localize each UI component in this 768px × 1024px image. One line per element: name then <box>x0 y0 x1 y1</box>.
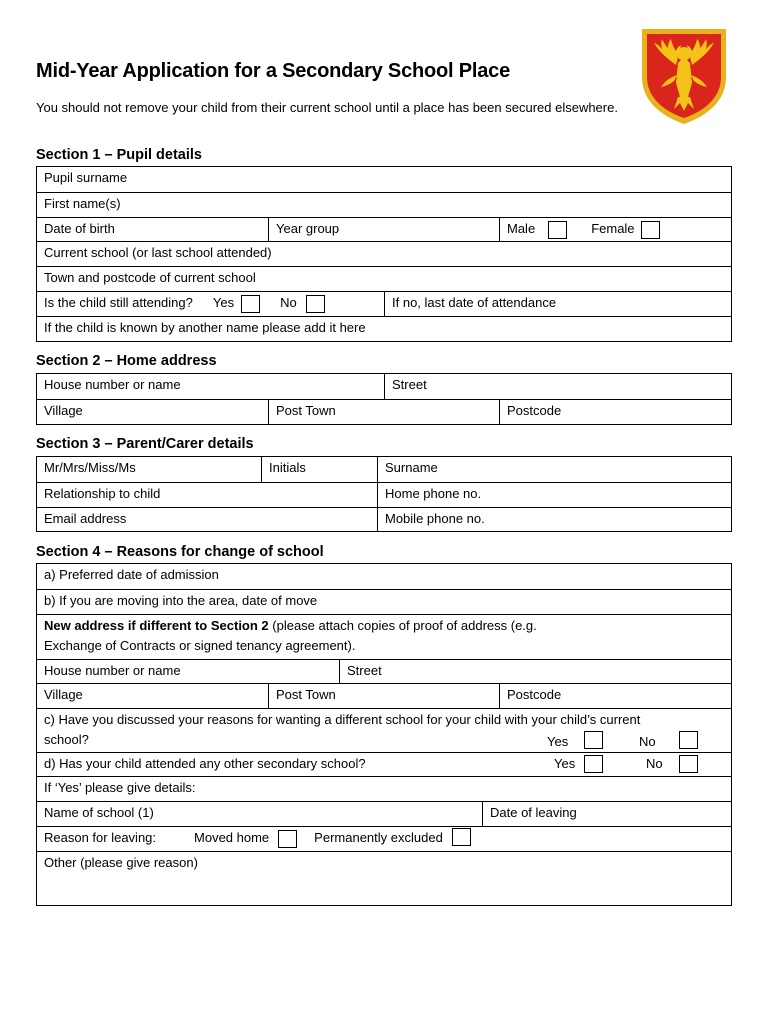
home-post-town-field[interactable]: Post Town <box>268 400 499 424</box>
home-house-field[interactable]: House number or name <box>44 377 181 392</box>
moving-date-field[interactable]: b) If you are moving into the area, date of move <box>44 592 318 608</box>
discussed-no-label: No <box>639 734 656 750</box>
year-group-field[interactable] <box>268 218 499 242</box>
last-date-attendance-field[interactable]: If no, last date of attendance <box>384 292 731 316</box>
home-village-field[interactable]: Village <box>44 402 83 418</box>
attended-question <box>37 753 731 776</box>
initials-field[interactable]: Initials <box>261 457 377 482</box>
moved-home-label: Moved home <box>194 829 270 845</box>
home-postcode-field[interactable]: Postcode <box>499 400 731 424</box>
preferred-date-field[interactable]: a) Preferred date of admission <box>44 567 219 582</box>
male-label: Male <box>507 220 536 236</box>
attended-yes-checkbox[interactable] <box>584 755 603 773</box>
attended-no-checkbox[interactable] <box>679 755 698 773</box>
new-address-rest: (please attach copies of proof of address (e.g. <box>268 617 537 633</box>
discussed-yes-checkbox[interactable] <box>584 731 603 749</box>
parent-details-table <box>36 456 732 532</box>
reasons-table <box>36 563 732 906</box>
town-postcode-field[interactable]: Town and postcode of current school <box>44 270 256 286</box>
new-postcode-field[interactable]: Postcode <box>499 684 731 708</box>
current-school-field[interactable]: Current school (or last school attended) <box>44 245 272 261</box>
other-reason-field[interactable]: Other (please give reason) <box>44 854 198 870</box>
female-checkbox[interactable] <box>641 221 660 239</box>
date-of-birth-field[interactable] <box>37 218 268 242</box>
attended-q-label: d) Has your child attended any other secondary school? <box>44 756 366 772</box>
reason-leaving-label: Reason for leaving: <box>44 829 157 845</box>
reason-leaving-cell <box>37 827 731 851</box>
discussed-question <box>37 709 731 752</box>
still-attending-cell <box>37 292 384 316</box>
still-attending-yes-checkbox[interactable] <box>241 295 260 313</box>
discussed-yes-label: Yes <box>547 734 569 750</box>
date-leaving-field[interactable]: Date of leaving <box>482 802 731 826</box>
still-attending-label: Is the child still attending? <box>44 294 193 310</box>
if-yes-label: If ‘Yes’ please give details: <box>44 780 196 796</box>
perm-excluded-label: Permanently excluded <box>314 829 443 845</box>
pupil-surname-field[interactable]: Pupil surname <box>44 170 128 185</box>
school-name-field[interactable]: Name of school (1) <box>44 804 154 820</box>
section1-heading: Section 1 – Pupil details <box>36 147 202 163</box>
pupil-details-table <box>36 166 732 342</box>
discussed-no-checkbox[interactable] <box>679 731 698 749</box>
surname-field[interactable]: Surname <box>377 457 731 482</box>
perm-excluded-checkbox[interactable] <box>452 828 471 846</box>
gender-cell <box>499 218 731 242</box>
still-attending-yes-label: Yes <box>212 294 235 310</box>
new-house-field[interactable]: House number or name <box>44 662 181 678</box>
discussed-q-line1: c) Have you discussed your reasons for wanting a different school for your child with your child’s current <box>44 712 641 728</box>
new-post-town-field[interactable]: Post Town <box>268 684 499 708</box>
year-group-label: Year group <box>276 220 340 236</box>
date-of-birth-label: Date of birth <box>44 220 115 236</box>
section2-heading: Section 2 – Home address <box>36 353 217 369</box>
section4-heading: Section 4 – Reasons for change of school <box>36 544 324 560</box>
intro-text: You should not remove your child from their current school until a place has been secured elsewhere. <box>36 100 618 115</box>
home-address-table <box>36 373 732 425</box>
attended-no-label: No <box>646 756 663 772</box>
discussed-q-line2: school? <box>44 732 89 748</box>
first-names-field[interactable]: First name(s) <box>44 195 121 211</box>
other-name-field[interactable]: If the child is known by another name please add it here <box>44 319 366 335</box>
still-attending-no-checkbox[interactable] <box>306 295 325 313</box>
home-phone-field[interactable]: Home phone no. <box>377 483 731 507</box>
phoenix-crest-icon <box>638 25 730 127</box>
page-title: Mid-Year Application for a Secondary School Place <box>36 60 511 82</box>
new-address-line2: Exchange of Contracts or signed tenancy agreement). <box>44 637 356 653</box>
still-attending-no-label: No <box>280 294 297 310</box>
moved-home-checkbox[interactable] <box>278 830 297 848</box>
email-field[interactable]: Email address <box>44 510 127 526</box>
new-address-note <box>37 615 731 659</box>
home-street-field[interactable]: Street <box>384 374 731 399</box>
mobile-phone-field[interactable]: Mobile phone no. <box>377 508 731 532</box>
female-label: Female <box>591 220 635 236</box>
section3-heading: Section 3 – Parent/Carer details <box>36 436 254 452</box>
new-street-field[interactable]: Street <box>339 660 731 684</box>
male-checkbox[interactable] <box>548 221 567 239</box>
title-field[interactable]: Mr/Mrs/Miss/Ms <box>44 460 136 475</box>
new-address-bold: New address if different to Section 2 <box>44 617 269 633</box>
relationship-field[interactable]: Relationship to child <box>44 485 161 501</box>
new-village-field[interactable]: Village <box>44 687 83 703</box>
attended-yes-label: Yes <box>554 756 576 772</box>
